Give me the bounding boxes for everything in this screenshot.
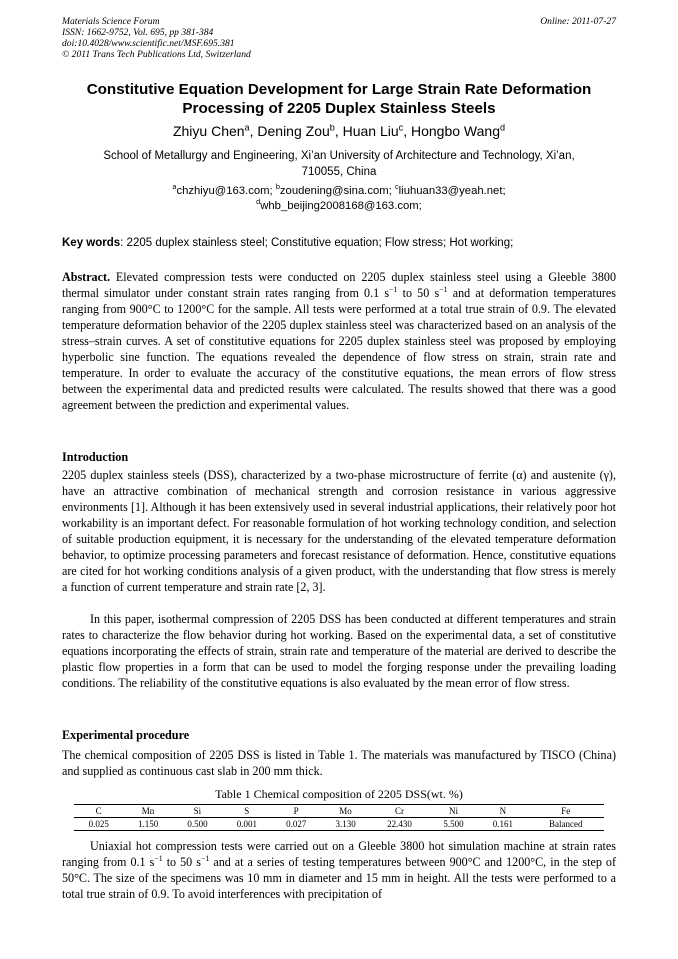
email-address[interactable]: liuhuan33@yeah.net; <box>398 185 506 197</box>
table-cell: 1.150 <box>137 819 159 829</box>
affiliation <box>62 148 616 180</box>
unit-exponent: −1 <box>200 853 210 863</box>
experimental-paragraph-2 <box>62 838 616 902</box>
paragraph-text: to 50 s <box>162 855 201 869</box>
table-cell: 0.500 <box>187 819 208 829</box>
paragraph-text: Uniaxial hot compression tests were carried out on a Gleeble 3800 hot simulation machine at strain rates ranging from 0.1 s <box>62 839 616 869</box>
title-line-1: Constitutive Equation Development for Large Strain Rate Deformation <box>86 81 592 98</box>
journal-copyright: © 2011 Trans Tech Publications Ltd, Switzerland <box>62 49 251 60</box>
column-header: S <box>244 806 250 816</box>
journal-doi: doi:10.4028/www.scientific.net/MSF.695.381 <box>62 38 235 49</box>
email-address[interactable]: whb_beijing2008168@163.com; <box>260 200 422 212</box>
email-mark: d <box>256 197 261 207</box>
email-address[interactable]: chzhiyu@163.com; <box>176 185 273 197</box>
table-cell: 0.025 <box>88 819 109 829</box>
intro-paragraph-1: 2205 duplex stainless steels (DSS), characterized by a two-phase microstructure of ferrite (α) and austenite (γ), have an attractive combination of mechanical strength and corrosion resistance in various aggressive environments [1]. Although it has been extensively used in several industrial applications, their relatively poor hot workability is an important defect. For reasonable formulation of hot working technology condition, and selection of suitable production equipment, it is necessary for the understanding of the elevated temperature deformation behavior, to optimize processing parameters and forecast resistance of deformation. Hence, constitutive equations are cited for hot working conditions analysis of a given product, with the understanding that flow stress is merely a function of current temperature and strain rate [2, 3]. <box>62 468 616 594</box>
email-list <box>62 184 616 214</box>
author-name: Dening Zou <box>257 123 330 139</box>
abstract-text: and at deformation temperatures ranging from 900°C to 1200°C for the sample. All tests were performed at a total true strain of 0.9. The elevated temperature deformation behavior of the 2205 duplex stainless steel was characterized based on an analysis of the stress–strain curves. A set of constitutive equations for 2205 duplex stainless steel was proposed by employing hyperbolic sine function. The equations revealed the dependence of flow stress on strain, strain rate and temperature. In order to evaluate the accuracy of the constitutive equations, the mean errors of flow stress between the experimental data and predicted results were calculated. The results showed that there was a good agreement between the prediction and experimental values. <box>62 286 616 412</box>
email-address[interactable]: zoudening@sina.com; <box>279 185 392 197</box>
unit-exponent: −1 <box>154 853 163 863</box>
abstract-text: Elevated compression tests were conducted on 2205 duplex stainless steel using a Gleeble 3800 thermal simulator under constant strain rates ranging from 0.1 s <box>62 270 616 300</box>
author-affiliation-mark: c <box>398 122 404 133</box>
author-separator: , <box>249 123 258 139</box>
experimental-paragraph-1: The chemical composition of 2205 DSS is listed in Table 1. The materials was manufactured by TISCO (China) and supplied as continuous cast slab in 200 mm thick. <box>62 748 616 778</box>
author-separator: , <box>334 123 343 139</box>
author-affiliation-mark: b <box>329 122 335 133</box>
keywords-label: Key words <box>62 237 121 249</box>
table-cell: 3.130 <box>335 819 356 829</box>
chemical-composition-table <box>74 804 604 831</box>
table-cell: 0.027 <box>286 819 307 829</box>
column-header: P <box>293 806 299 816</box>
column-header: Mn <box>141 806 155 816</box>
journal-name: Materials Science Forum <box>62 16 160 27</box>
author-list <box>62 122 616 140</box>
abstract <box>62 269 616 413</box>
journal-issn: ISSN: 1662-9752, Vol. 695, pp 381-384 <box>62 27 214 38</box>
keywords <box>62 236 616 251</box>
column-header: Fe <box>561 806 571 816</box>
author-name: Huan Liu <box>342 123 399 139</box>
email-line-1 <box>62 184 616 199</box>
paper-title <box>62 80 616 118</box>
keywords-text: : 2205 duplex stainless steel; Constitutive equation; Flow stress; Hot working; <box>120 237 514 249</box>
title-line-2: Processing of 2205 Duplex Stainless Steels <box>182 100 496 117</box>
email-line-2 <box>62 199 616 214</box>
author-name: Zhiyu Chen <box>172 123 245 139</box>
table-cell: 5.500 <box>443 819 464 829</box>
affiliation-line-2: 710055, China <box>301 166 377 178</box>
table-header-row <box>74 805 604 818</box>
table-cell: Balanced <box>549 819 583 829</box>
journal-header <box>62 16 616 60</box>
table-row <box>74 818 604 831</box>
email-mark: b <box>275 182 280 192</box>
column-header: C <box>95 806 102 816</box>
author-separator: , <box>403 123 411 139</box>
unit-exponent: −1 <box>439 284 448 294</box>
column-header: Ni <box>448 806 458 816</box>
table-cell: 0.001 <box>236 819 257 829</box>
author-affiliation-mark: d <box>499 122 506 133</box>
unit-exponent: −1 <box>389 284 398 294</box>
author-affiliation-mark: a <box>244 122 250 133</box>
email-mark: c <box>395 182 399 192</box>
abstract-label: Abstract. <box>62 270 111 284</box>
affiliation-line-1: School of Metallurgy and Engineering, Xi’an University of Architecture and Technology, Xi’an, <box>103 150 575 162</box>
table-cell: 0.161 <box>492 819 513 829</box>
table-cell: 22.430 <box>387 819 412 829</box>
table-caption: Table 1 Chemical composition of 2205 DSS(wt. %) <box>215 787 463 801</box>
column-header: Si <box>193 806 202 816</box>
intro-paragraph-2: In this paper, isothermal compression of 2205 DSS has been conducted at different temperatures and strain rates to characterize the flow behavior during hot working. Based on the experimental data, a set of constitutive equations incorporating the effects of strain, strain rate and temperature of the material are derived to describe the plastic flow properties in a form that can be used to model the forging response under the prevailing loading conditions. The reliability of the constitutive equations is also evaluated by the mean error of flow stress. <box>62 612 616 690</box>
section-heading-experimental: Experimental procedure <box>62 728 190 742</box>
online-date: Online: 2011-07-27 <box>540 16 616 27</box>
column-header: Cr <box>395 806 405 816</box>
column-header: Mo <box>339 806 352 816</box>
author-name: Hongbo Wang <box>411 123 500 139</box>
abstract-text: to 50 s <box>397 286 440 300</box>
email-mark: a <box>172 182 177 192</box>
paragraph-text: and at a series of testing temperatures between 900°C and 1200°C, in the step of 50°C. The size of the specimens was 10 mm in diameter and 15 mm in height. All the tests were performed to a total true strain of 0.9. To avoid interferences with precipitation of <box>62 855 616 901</box>
column-header: N <box>499 806 507 816</box>
section-heading-introduction: Introduction <box>62 450 129 464</box>
